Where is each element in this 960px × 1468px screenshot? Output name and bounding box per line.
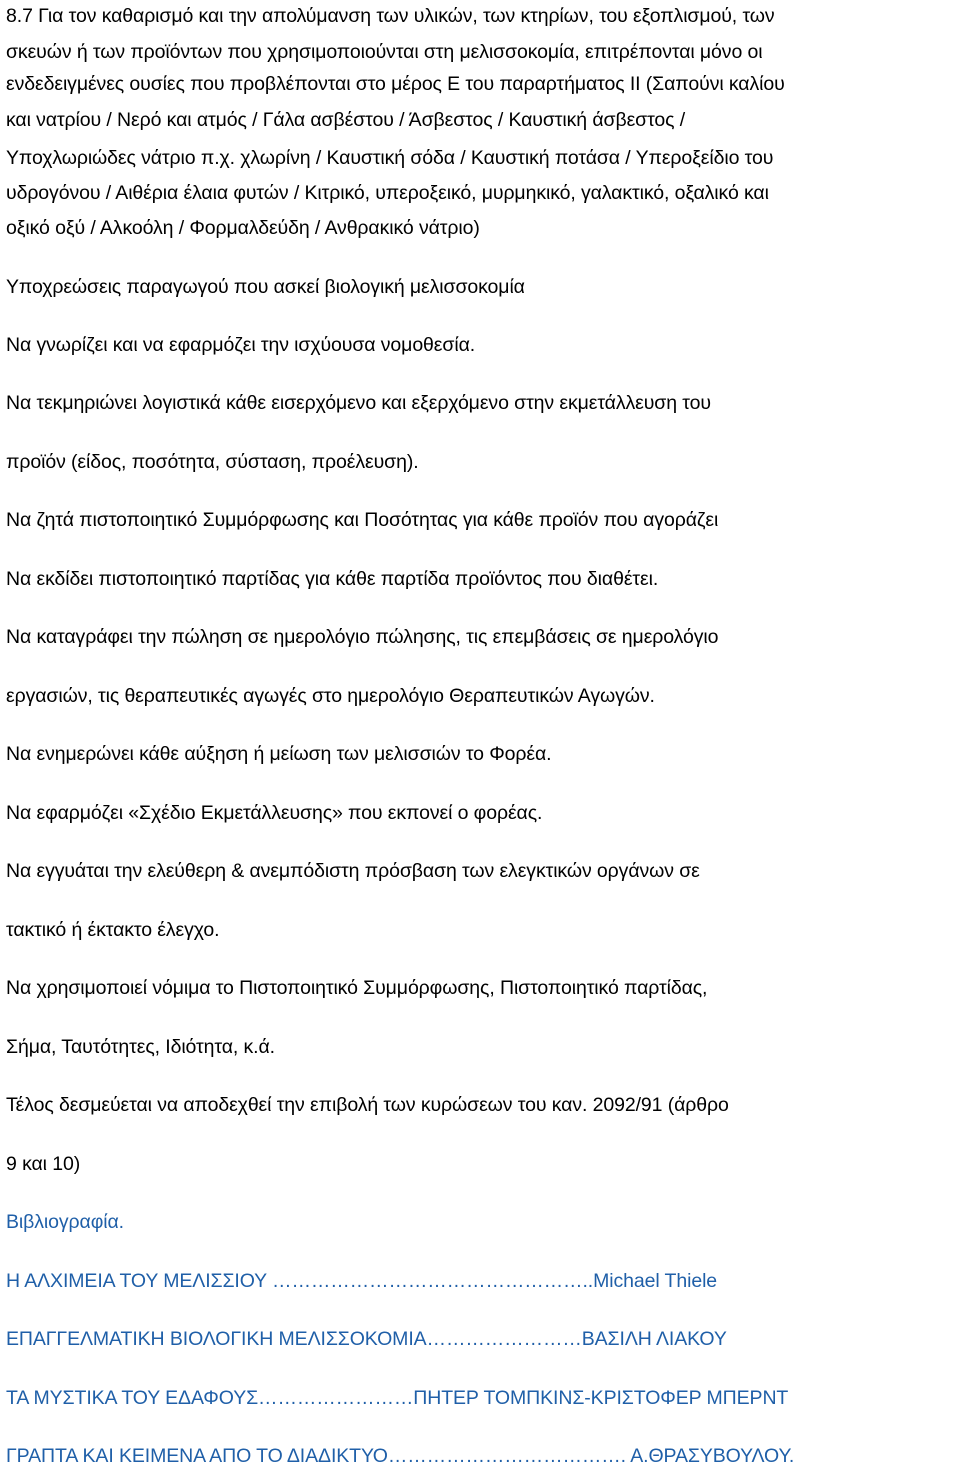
bibliography-entry: ΕΠΑΓΓΕΛΜΑΤΙΚΗ ΒΙΟΛΟΓΙΚΗ ΜΕΛΙΣΣΟΚΟΜΙΑ……………………ΒΑΣΙΛΗ ΛΙΑΚΟΥ: [6, 1328, 727, 1350]
paragraph-8-7-line: υδρογόνου / Αιθέρια έλαια φυτών / Κιτρικό, υπεροξεικό, μυρμηκικό, γαλακτικό, οξαλικό και: [6, 182, 769, 204]
obligation-line: Να τεκμηριώνει λογιστικά κάθε εισερχόμενο και εξερχόμενο στην εκμετάλλευση του: [6, 392, 711, 414]
obligation-line: τακτικό ή έκτακτο έλεγχο.: [6, 919, 220, 941]
paragraph-8-7-line: 8.7 Για τον καθαρισμό και την απολύμανση των υλικών, των κτηρίων, του εξοπλισμού, των: [6, 5, 775, 27]
bibliography-entry: ΓΡΑΠΤΑ ΚΑΙ ΚΕΙΜΕΝΑ ΑΠΟ ΤΟ ΔΙΑΔΙΚΤΥΟ………………………………. Α.ΘΡΑΣΥΒΟΥΛΟΥ.: [6, 1445, 795, 1467]
obligation-line: Να γνωρίζει και να εφαρμόζει την ισχύουσα νομοθεσία.: [6, 334, 476, 356]
obligation-line: Τέλος δεσμεύεται να αποδεχθεί την επιβολή των κυρώσεων του καν. 2092/91 (άρθρο: [6, 1094, 729, 1116]
obligation-line: Να ενημερώνει κάθε αύξηση ή μείωση των μελισσιών το Φορέα.: [6, 743, 552, 765]
obligation-line: Σήμα, Ταυτότητες, Ιδιότητα, κ.ά.: [6, 1036, 275, 1058]
paragraph-8-7-line: και νατρίου / Νερό και ατμός / Γάλα ασβέστου / Άσβεστος / Καυστική άσβεστος /: [6, 109, 686, 131]
paragraph-8-7-line: οξικό οξύ / Αλκοόλη / Φορμαλδεύδη / Ανθρακικό νάτριο): [6, 217, 480, 239]
obligation-line: εργασιών, τις θεραπευτικές αγωγές στο ημερολόγιο Θεραπευτικών Αγωγών.: [6, 685, 655, 707]
paragraph-8-7-line: ενδεδειγμένες ουσίες που προβλέπονται στο μέρος Ε του παραρτήματος ΙΙ (Σαπούνι καλίου: [6, 73, 785, 95]
bibliography-heading: Βιβλιογραφία.: [6, 1211, 124, 1233]
paragraph-8-7-line: Υποχλωριώδες νάτριο π.χ. χλωρίνη / Καυστική σόδα / Καυστική ποτάσα / Υπεροξείδιο του: [6, 147, 774, 169]
obligation-line: Να εκδίδει πιστοποιητικό παρτίδας για κάθε παρτίδα προϊόντος που διαθέτει.: [6, 568, 659, 590]
obligation-line: προϊόν (είδος, ποσότητα, σύσταση, προέλευση).: [6, 451, 419, 473]
obligation-line: 9 και 10): [6, 1153, 81, 1175]
obligation-line: Να εφαρμόζει «Σχέδιο Εκμετάλλευσης» που εκπονεί ο φορέας.: [6, 802, 543, 824]
paragraph-8-7-line: σκευών ή των προϊόντων που χρησιμοποιούνται στη μελισσοκομία, επιτρέπονται μόνο οι: [6, 41, 763, 63]
obligations-heading: Υποχρεώσεις παραγωγού που ασκεί βιολογική μελισσοκομία: [6, 276, 525, 298]
obligation-line: Να καταγράφει την πώληση σε ημερολόγιο πώλησης, τις επεμβάσεις σε ημερολόγιο: [6, 626, 719, 648]
obligation-line: Να ζητά πιστοποιητικό Συμμόρφωσης και Ποσότητας για κάθε προϊόν που αγοράζει: [6, 509, 719, 531]
obligation-line: Να χρησιμοποιεί νόμιμα το Πιστοποιητικό Συμμόρφωσης, Πιστοποιητικό παρτίδας,: [6, 977, 708, 999]
bibliography-entry: Η ΑΛΧΙΜΕΙΑ ΤΟΥ ΜΕΛΙΣΣΙΟΥ …………………………………………..Michael Thiele: [6, 1270, 718, 1292]
obligation-line: Να εγγυάται την ελεύθερη & ανεμπόδιστη πρόσβαση των ελεγκτικών οργάνων σε: [6, 860, 700, 882]
bibliography-entry: ΤΑ ΜΥΣΤΙΚΑ ΤΟΥ ΕΔΑΦΟΥΣ……………………ΠΗΤΕΡ ΤΟΜΠΚΙΝΣ-ΚΡΙΣΤΟΦΕΡ ΜΠΕΡΝΤ: [6, 1387, 789, 1409]
